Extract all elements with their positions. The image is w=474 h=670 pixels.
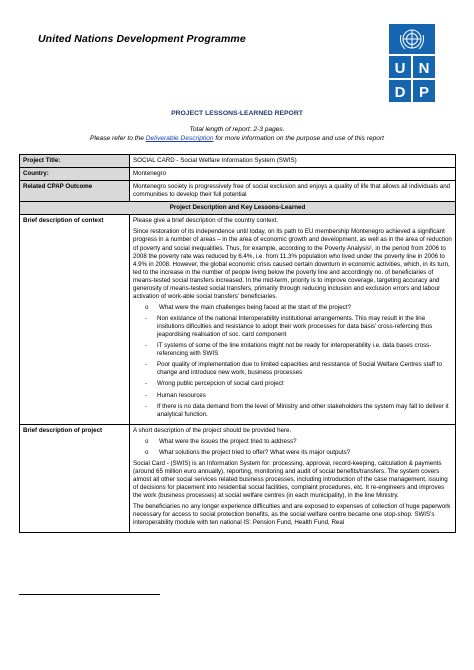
- challenge-text: If there is no data demand from the level of Ministry and other stakeholders the system may fall to deliver it analytical function.: [157, 402, 449, 418]
- context-label: Brief description of context: [20, 215, 130, 424]
- challenge-text: Wrong public percepcion of social card project: [157, 380, 284, 388]
- country-label: Country:: [20, 168, 130, 181]
- context-question-item: [133, 304, 452, 312]
- footnote-separator: [19, 594, 160, 595]
- logo-letter-n: N: [418, 60, 430, 77]
- project-question: What solutions the project tried to offer? What were its major outputs?: [159, 448, 351, 456]
- challenge-text: Non existance of the national Interoperability institutional arrangements. This may result in the line insitutions dificulties and resistance to adopt their work processes for data basis' cross-refercing thus jeapordising realisation of soc. card component: [157, 315, 433, 339]
- challenge-item: [133, 380, 452, 388]
- dash-bullet-icon: -: [145, 315, 148, 322]
- report-title: PROJECT LESSONS-LEARNED REPORT: [171, 110, 303, 117]
- circle-bullet-icon: o: [145, 448, 149, 456]
- project-description-cell: [130, 424, 456, 533]
- country-value: Montenegro: [130, 168, 456, 181]
- project-question: What were the issues the project tried to address?: [159, 437, 297, 445]
- logo-letter-d: D: [394, 84, 406, 101]
- row-section-header: [20, 202, 456, 215]
- dash-bullet-icon: -: [145, 391, 148, 399]
- challenge-item: [133, 403, 452, 419]
- project-question-item: [133, 449, 452, 457]
- report-length-note: Total length of report: 2-3 pages.: [189, 126, 285, 133]
- row-country: [20, 168, 456, 181]
- challenge-text: IT systems of some of the line imitations might not be ready for interoperability i.e. data bases cross-referencing with SWIS: [157, 342, 432, 358]
- section-header: Project Description and Key Lessons-Learned: [20, 202, 456, 215]
- dash-bullet-icon: -: [145, 361, 148, 369]
- undp-logo: [388, 23, 436, 103]
- row-context: [20, 215, 456, 424]
- deliverable-description-link[interactable]: Deliverable Description: [145, 135, 214, 142]
- challenge-item: [133, 392, 452, 400]
- context-intro: Please give a brief description of the country context.: [133, 217, 279, 225]
- row-project-title: [20, 155, 456, 168]
- dash-bullet-icon: -: [145, 380, 148, 388]
- row-cpap-outcome: [20, 181, 456, 202]
- project-paragraph-2: The beneficiaries no any longer experience difficulties and are exposed to expenses of collection of huge paperwork necessary for access to social protection benefits, as the social welfare centre became one stop-shop. SWIS's interoperability module with ten national IS: Pension Fund, Health Fund, Real: [133, 503, 451, 527]
- project-description-label: Brief description of project: [20, 424, 130, 533]
- project-intro: A short description of the project should be provided here.: [133, 426, 292, 434]
- logo-letter-u: U: [394, 60, 406, 77]
- challenge-text: Human resources: [157, 391, 206, 399]
- context-question: What were the main challenges being faced at the start of the project?: [159, 303, 351, 311]
- project-question-item: [133, 438, 452, 446]
- refer-prefix: Please refer to the: [90, 135, 146, 142]
- cpap-label: Related CPAP Outcome: [20, 181, 130, 202]
- cpap-value: Montenegro society is progressively free of social exclusion and enjoys a quality of life that allows all individuals and communities to develop their full potential: [130, 181, 456, 202]
- org-title: United Nations Development Programme: [38, 33, 246, 45]
- report-refer-line: [0, 135, 474, 142]
- challenge-item: [133, 315, 452, 339]
- project-title-label: Project Title:: [20, 155, 130, 168]
- row-project-description: [20, 424, 456, 533]
- context-paragraph: Since restoration of its independence until today, on its path to EU membership Montenegro achieved a significant progress in a number of areas – in the area of economic growth and development, as well as in the area of reduction of poverty and social inequalities. Thus, for example, according to the Poverty Analysis¹, in the period from 2006 to 2008 the poverty rate was reduced by 6.4%, i.e. from 11.3% population who lived under the poverty line in 2006 to 4.9% in 2008. However, the global economic crisis caused certain downturn in economic activities, which, in its turn, led to the increase in the number of people living below the poverty line and accordingly no. of beneficiaries of means-tested social transfers increased. In the mid-term, priority is to improve coverage, targeting accuracy and generosity of means-tested social transfers, primarily through reducing inclusion and exclusion errors and labour activation of work-able social transfers' beneficiaries.: [133, 228, 452, 300]
- lessons-learned-table: [19, 154, 456, 533]
- logo-letter-p: P: [418, 84, 430, 101]
- dash-bullet-icon: -: [145, 402, 148, 410]
- challenge-text: Poor quality of implementation due to limited capacities and resistance of Social Welfare Centres staff to change and introduce new work, business processes: [157, 361, 442, 377]
- challenge-item: [133, 342, 452, 358]
- circle-bullet-icon: o: [145, 437, 149, 445]
- project-paragraph-1: Social Card - (SWIS) is an Information System for: processing, approval, record-keeping, calculation & payments (around 65 million euro annually), reporting, monitoring and audit of social benefits/transfers. The system covers almost all other social services related business processes, including introduction of the case management, issuing of decisions for placement into residential social facilities, complaint procedures, etc. It re-engineers and improves the work (business processes) at social welfare centres (in each municipality), in the line Ministry.: [133, 459, 448, 500]
- circle-bullet-icon: o: [145, 303, 149, 311]
- challenge-item: [133, 361, 452, 377]
- project-title-value: SOCIAL CARD - Social Welfare Information System (SWIS): [130, 155, 456, 168]
- refer-suffix: for more information on the purpose and use of this report: [213, 135, 384, 142]
- context-cell: [130, 215, 456, 424]
- dash-bullet-icon: -: [145, 342, 148, 350]
